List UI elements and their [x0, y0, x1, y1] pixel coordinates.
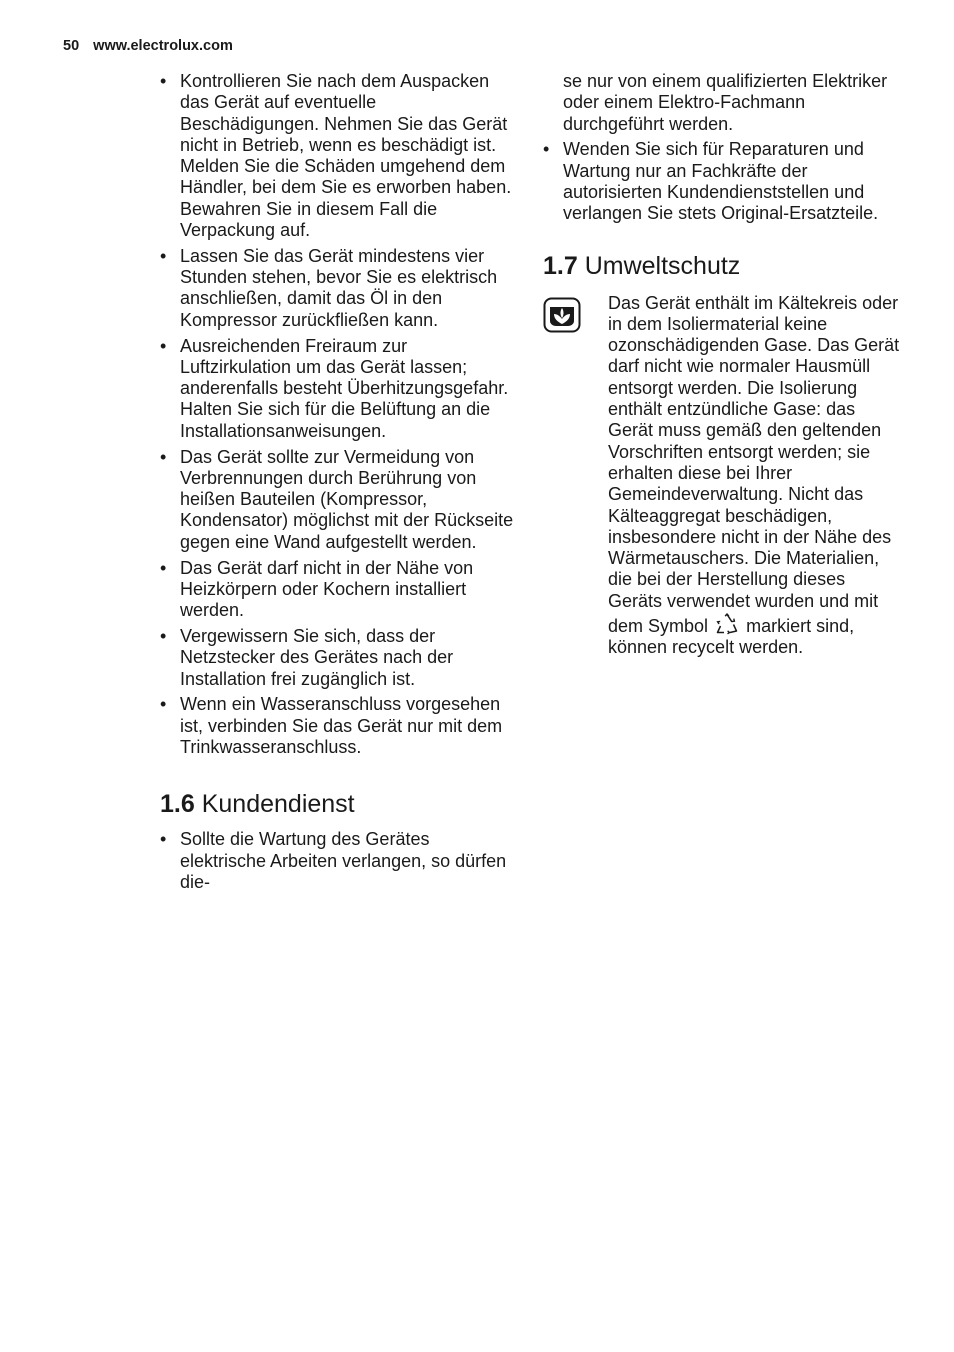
- safety-list: [160, 71, 520, 758]
- service-list-continued: [543, 139, 903, 224]
- environment-note: [543, 293, 903, 659]
- page-number: 50: [63, 38, 80, 54]
- right-column: [543, 71, 903, 659]
- section-number: 1.7: [543, 251, 578, 280]
- service-list: [160, 829, 520, 893]
- environment-text-part1: Das Gerät enthält im Kältekreis oder in dem Isoliermaterial keine ozonschädigenden Gase. Das Gerät darf nicht wie normaler Hausmüll entsorgt werden. Die Isolierung enthält entzündliche Gase: das Gerät muss gemäß den geltenden Vorschriften entsorgt werden; sie erhalten diese bei Ihrer Gemeindeverwaltung. Nicht das Kälteaggregat beschädigen, insbesondere nicht in der Nähe des Wärmetauschers. Die Materialien, die bei der Herstellung dieses Geräts verwendet wurden und mit dem Symbol: [608, 292, 900, 637]
- list-item: • Lassen Sie das Gerät mindestens vier Stunden stehen, bevor Sie es elektrisch anschließen, damit das Öl in den Kompressor zurückfließen kann.: [160, 246, 520, 331]
- recycle-icon: [715, 612, 739, 636]
- section-number: 1.6: [160, 790, 195, 819]
- list-item: • Das Gerät sollte zur Vermeidung von Verbrennungen durch Berührung von heißen Bauteilen (Kompressor, Kondensator) möglichst mit der Rückseite gegen eine Wand aufgestellt werden.: [160, 447, 520, 553]
- continued-text: se nur von einem qualifizierten Elektriker oder einem Elektro-Fachmann durchgeführt werden.: [563, 71, 888, 134]
- list-item: • Das Gerät darf nicht in der Nähe von Heizkörpern oder Kochern installiert werden.: [160, 558, 520, 622]
- section-heading-umweltschutz: [543, 251, 903, 281]
- list-item: • Ausreichenden Freiraum zur Luftzirkulation um das Gerät lassen; anderenfalls besteht Überhitzungsgefahr. Halten Sie sich für die Belüftung an die Installationsanweisungen.: [160, 336, 520, 442]
- environment-text-part2: markiert sind, können recycelt werden.: [608, 616, 855, 658]
- environment-icon: [543, 297, 581, 333]
- list-item: • Vergewissern Sie sich, dass der Netzstecker des Gerätes nach der Installation frei zugänglich ist.: [160, 626, 520, 690]
- section-title: Kundendienst: [201, 790, 355, 819]
- list-item: • Wenn ein Wasseranschluss vorgesehen ist, verbinden Sie das Gerät nur mit dem Trinkwasseranschluss.: [160, 694, 520, 758]
- section-title: Umweltschutz: [584, 251, 741, 280]
- list-item: • Wenden Sie sich für Reparaturen und Wartung nur an Fachkräfte der autorisierten Kundendienststellen und verlangen Sie stets Original-Ersatzteile.: [543, 139, 903, 224]
- environment-text: [608, 293, 903, 659]
- list-item: • Kontrollieren Sie nach dem Auspacken das Gerät auf eventuelle Beschädigungen. Nehmen Sie das Gerät nicht in Betrieb, wenn es beschädigt ist. Melden Sie die Schäden umgehend dem Händler, bei dem Sie es erworben haben. Bewahren Sie in diesem Fall die Verpackung auf.: [160, 71, 520, 241]
- site-url: www.electrolux.com: [93, 38, 233, 54]
- list-item: • Sollte die Wartung des Gerätes elektrische Arbeiten verlangen, so dürfen die-: [160, 829, 520, 893]
- section-heading-kundendienst: [160, 789, 520, 819]
- page-header: [63, 38, 233, 54]
- left-column: [160, 71, 520, 898]
